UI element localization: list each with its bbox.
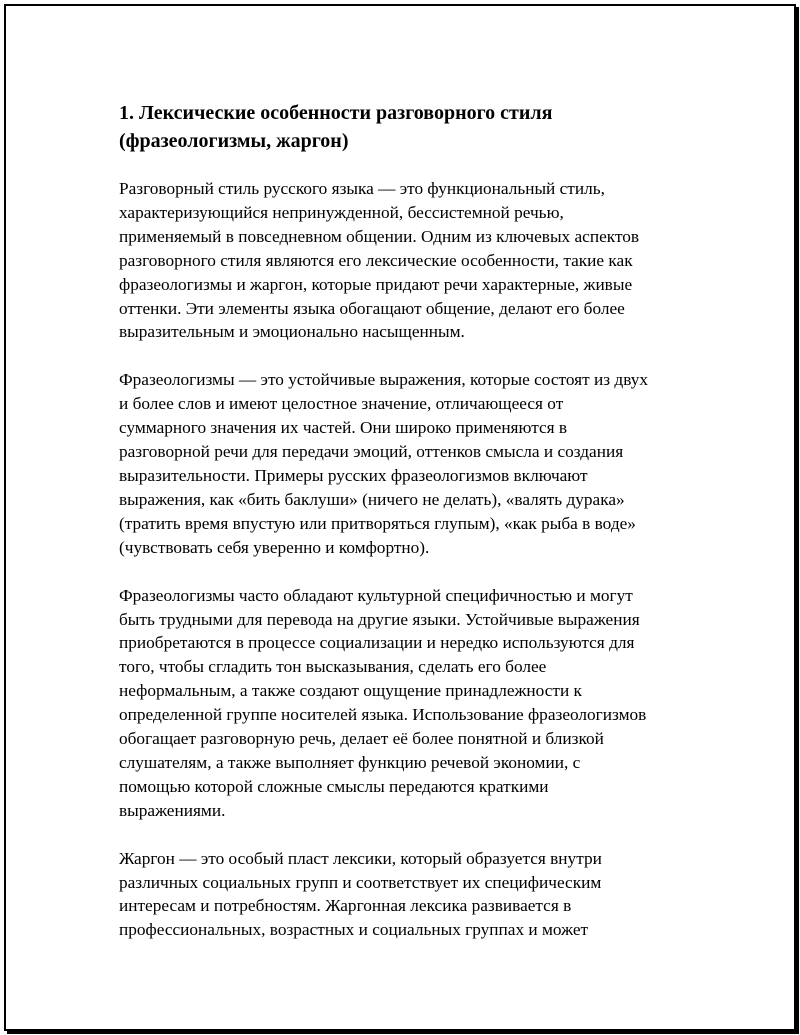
paragraph-intro: Разговорный стиль русского языка — это функциональный стиль, характеризующийся непринужденной, бессистемной речью, применяемый в повседневном общении. Одним из ключевых аспектов разговорного стиля являются его лексические особенности, такие как фразеологизмы и жаргон, которые придают речи характерные, живые оттенки. Эти элементы языка обогащают общение, делают его более выразительным и эмоционально насыщенным. xyxy=(119,179,640,342)
paragraph-phraseologisms-culture: Фразеологизмы часто обладают культурной специфичностью и могут быть трудными для перевода на другие языки. Устойчивые выражения приобретаются в процессе социализации и нередко используются для того, чтобы сгладить тон высказывания, сделать его более неформальным, а также создают ощущение принадлежности к определенной группе носителей языка. Использование фразеологизмов обогащает разговорную речь, делает её более понятной и близкой слушателям, а также выполняет функцию речевой экономии, с помощью которой сложные смыслы передаются краткими выражениями. xyxy=(119,585,647,820)
document-content xyxy=(119,99,697,966)
paragraph-phraseologisms: Фразеологизмы — это устойчивые выражения, которые состоят из двух и более слов и имеют целостное значение, отличающееся от суммарного значения их частей. Они широко применяются в разговорной речи для передачи эмоций, оттенков смысла и создания выразительности. Примеры русских фразеологизмов включают выражения, как «бить баклуши» (ничего не делать), «валять дурака» (тратить время впустую или притворяться глупым), «как рыба в воде» (чувствовать себя уверенно и комфортно). xyxy=(119,370,649,557)
paragraph-jargon: Жаргон — это особый пласт лексики, который образуется внутри различных социальных групп и соответствует их специфическим интересам и потребностям. Жаргонная лексика развивается в профессиональных, возрастных и социальных группах и может xyxy=(119,848,602,940)
section-heading: 1. Лексические особенности разговорного стиля (фразеологизмы, жаргон) xyxy=(119,102,553,152)
document-page xyxy=(4,4,796,1031)
